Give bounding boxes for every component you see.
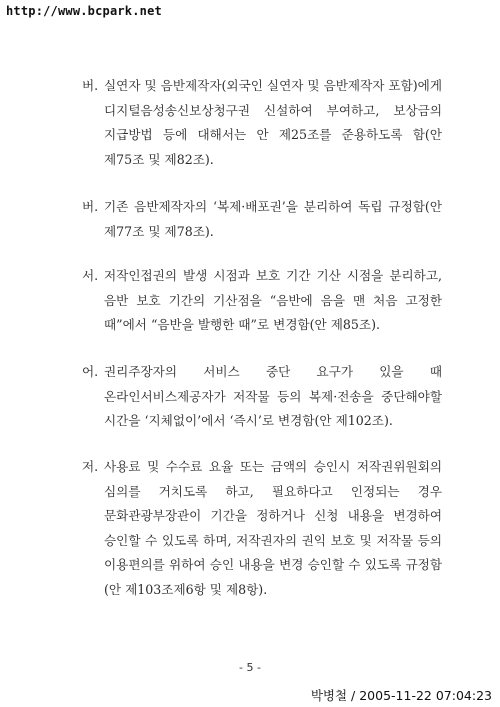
- list-item: [82, 264, 442, 338]
- list-item: [82, 455, 442, 602]
- site-watermark: http://www.bcpark.net: [6, 4, 162, 18]
- item-text: 사용료 및 수수료 요율 또는 금액의 승인시 저작권위원회의 심의를 거치도록 하고, 필요하다고 인정되는 경우 문화관광부장관이 기간을 정하거나 신청 내용을 변경하여 승인할 수 있도록 하며, 저작권자의 권익 보호 및 저작물 등의 이용편의를 위하여 승인 내용을 변경 승인할 수 있도록 규정함(안 제103조제6항 및 제8항).: [104, 459, 442, 597]
- list-item: [82, 195, 442, 244]
- item-text: 실연자 및 음반제작자(외국인 실연자 및 음반제작자 포함)에게 디지털음성송신보상청구권 신설하여 부여하고, 보상금의 지급방법 등에 대해서는 안 제25조를 준용하도록 함(안 제75조 및 제82조).: [104, 78, 442, 167]
- item-marker: 저.: [82, 459, 99, 474]
- item-marker: 버.: [82, 199, 99, 214]
- list-item: [82, 74, 442, 172]
- item-marker: 버.: [82, 78, 99, 93]
- author-timestamp: 박병철 / 2005-11-22 07:04:23: [310, 688, 492, 703]
- item-marker: 어.: [82, 364, 99, 379]
- item-text: 저작인접권의 발생 시점과 보호 기간 기산 시점을 분리하고, 음반 보호 기간의 기산점을 “음반에 음을 맨 처음 고정한 때”에서 “음반을 발행한 때”로 변경함(안 제85조).: [104, 268, 442, 332]
- list-item: [82, 360, 442, 434]
- page-number: - 5 -: [239, 661, 261, 674]
- item-marker: 서.: [82, 268, 99, 283]
- item-text: 권리주장자의 서비스 중단 요구가 있을 때 온라인서비스제공자가 저작물 등의 복제·전송을 중단해야할 시간을 ‘지체없이’에서 ‘즉시’로 변경함(안 제102조).: [104, 364, 442, 428]
- item-text: 기존 음반제작자의 ‘복제·배포권’을 분리하여 독립 규정함(안 제77조 및 제78조).: [104, 199, 442, 239]
